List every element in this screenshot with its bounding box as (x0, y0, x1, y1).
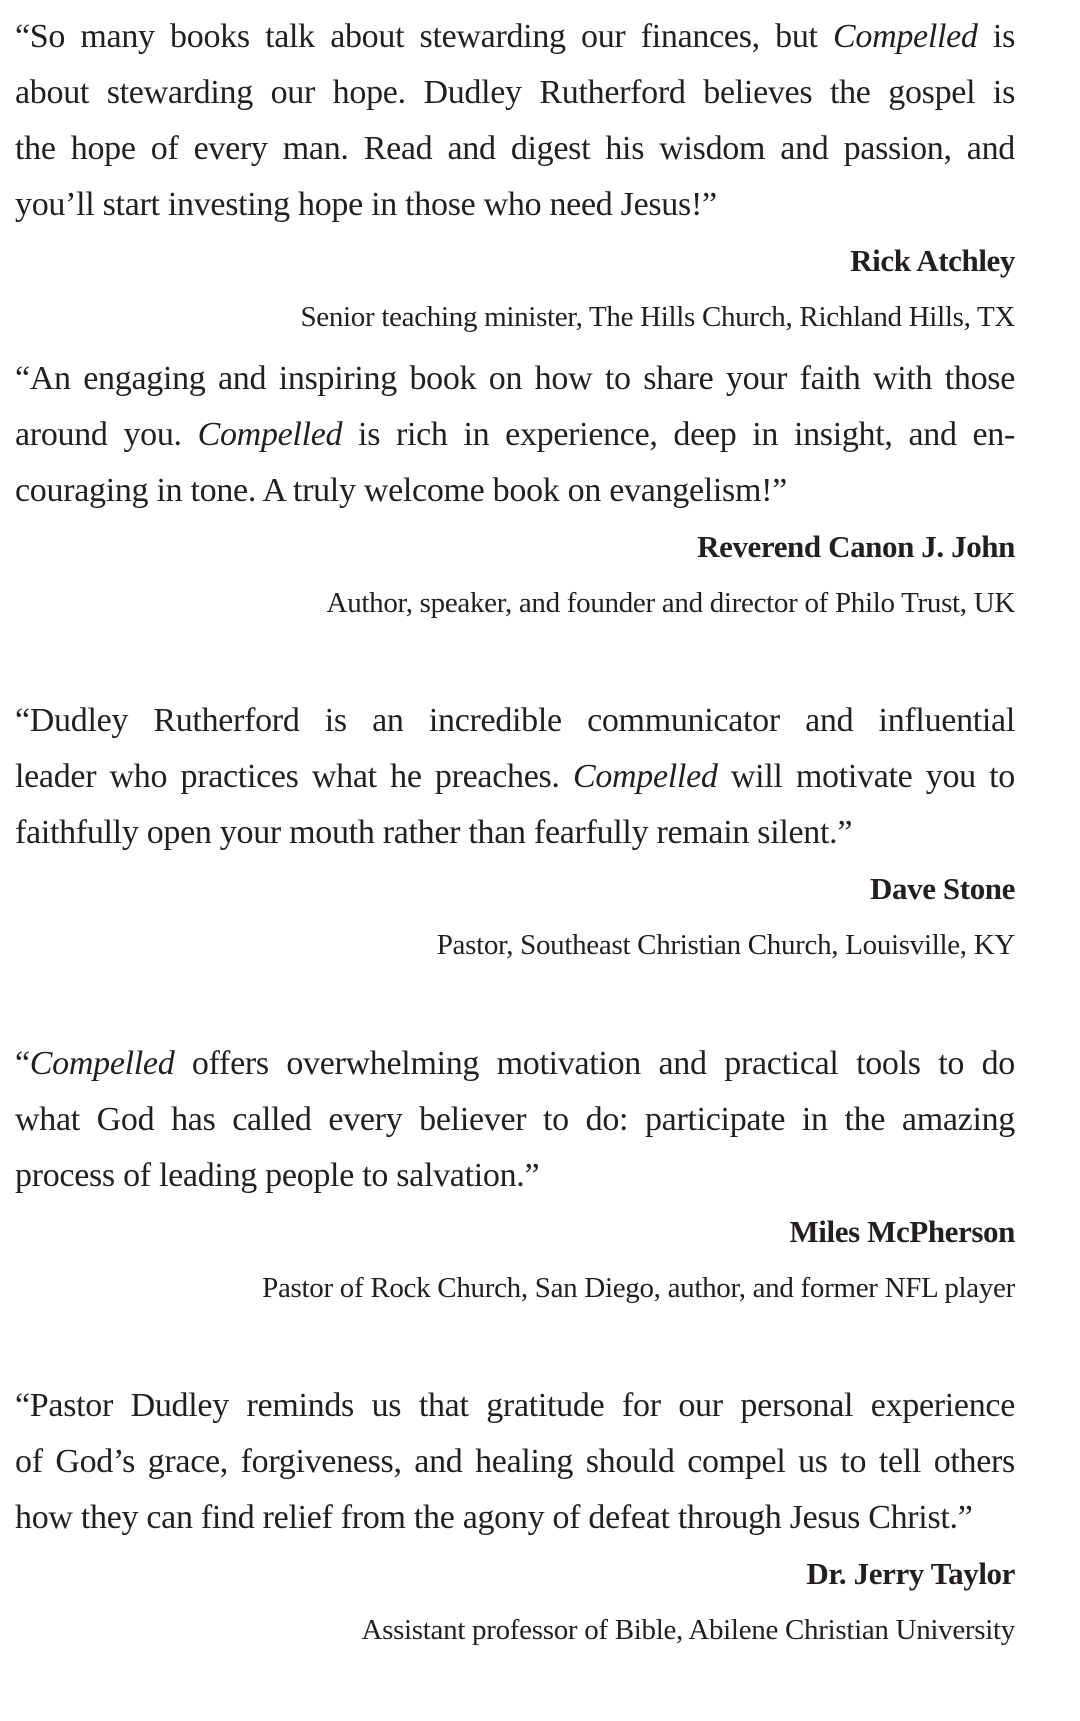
endorsements-page (15, 0, 1015, 1721)
book-title: Compelled (197, 416, 343, 453)
endorser-title: Author, speaker, and founder and director of Philo Trust, UK (326, 587, 1015, 619)
quote-line: couraging in tone. A truly welcome book on evangelism!” (15, 472, 787, 509)
quote-line: “An engaging and inspiring book on how to share your faith with those (15, 360, 1015, 397)
quote-line: faithfully open your mouth rather than fearfully remain silent.” (15, 814, 853, 851)
endorsement (15, 351, 1015, 631)
book-title: Compelled (572, 758, 718, 795)
endorser-title: Pastor, Southeast Christian Church, Louisville, KY (436, 929, 1015, 961)
endorsement (15, 9, 1015, 345)
quote-line: process of leading people to salvation.” (15, 1157, 540, 1194)
endorser-name: Reverend Canon J. John (697, 529, 1015, 564)
endorsement-quote (15, 1036, 1015, 1204)
endorsement (15, 1378, 1015, 1658)
endorsement (15, 693, 1015, 973)
quote-line: “Dudley Rutherford is an incredible communicator and influential (15, 702, 1015, 739)
quote-line: “So many books talk about stewarding our finances, but Compelled is (15, 18, 1015, 55)
endorser-name: Rick Atchley (850, 243, 1015, 278)
endorsement-quote (15, 1378, 1015, 1546)
endorser-name: Dr. Jerry Taylor (806, 1556, 1015, 1591)
quote-line: “Pastor Dudley reminds us that gratitude for our personal experience (15, 1387, 1015, 1424)
book-title: Compelled (29, 1045, 175, 1082)
quote-line: leader who practices what he preaches. Compelled will motivate you to (15, 758, 1015, 795)
endorser-name: Miles McPherson (789, 1214, 1015, 1249)
endorsement-quote (15, 9, 1015, 233)
endorsement (15, 1036, 1015, 1316)
quote-line: what God has called every believer to do: participate in the amazing (15, 1101, 1015, 1138)
endorser-title: Pastor of Rock Church, San Diego, author, and former NFL player (262, 1272, 1015, 1304)
quote-line: you’ll start investing hope in those who need Jesus!” (15, 186, 717, 223)
quote-line: the hope of every man. Read and digest his wisdom and passion, and (15, 130, 1015, 167)
quote-line: around you. Compelled is rich in experience, deep in insight, and en- (15, 416, 1015, 453)
quote-line: of God’s grace, forgiveness, and healing should compel us to tell others (15, 1443, 1015, 1480)
book-title: Compelled (833, 18, 978, 55)
endorser-title: Assistant professor of Bible, Abilene Christian University (361, 1614, 1015, 1646)
endorsement-quote (15, 693, 1015, 861)
quote-line: “Compelled offers overwhelming motivation and practical tools to do (15, 1045, 1015, 1082)
quote-line: how they can find relief from the agony of defeat through Jesus Christ.” (15, 1499, 973, 1536)
endorser-name: Dave Stone (870, 871, 1015, 906)
endorsement-quote (15, 351, 1015, 519)
endorser-title: Senior teaching minister, The Hills Church, Richland Hills, TX (300, 301, 1015, 333)
quote-line: about stewarding our hope. Dudley Rutherford believes the gospel is (15, 74, 1015, 111)
